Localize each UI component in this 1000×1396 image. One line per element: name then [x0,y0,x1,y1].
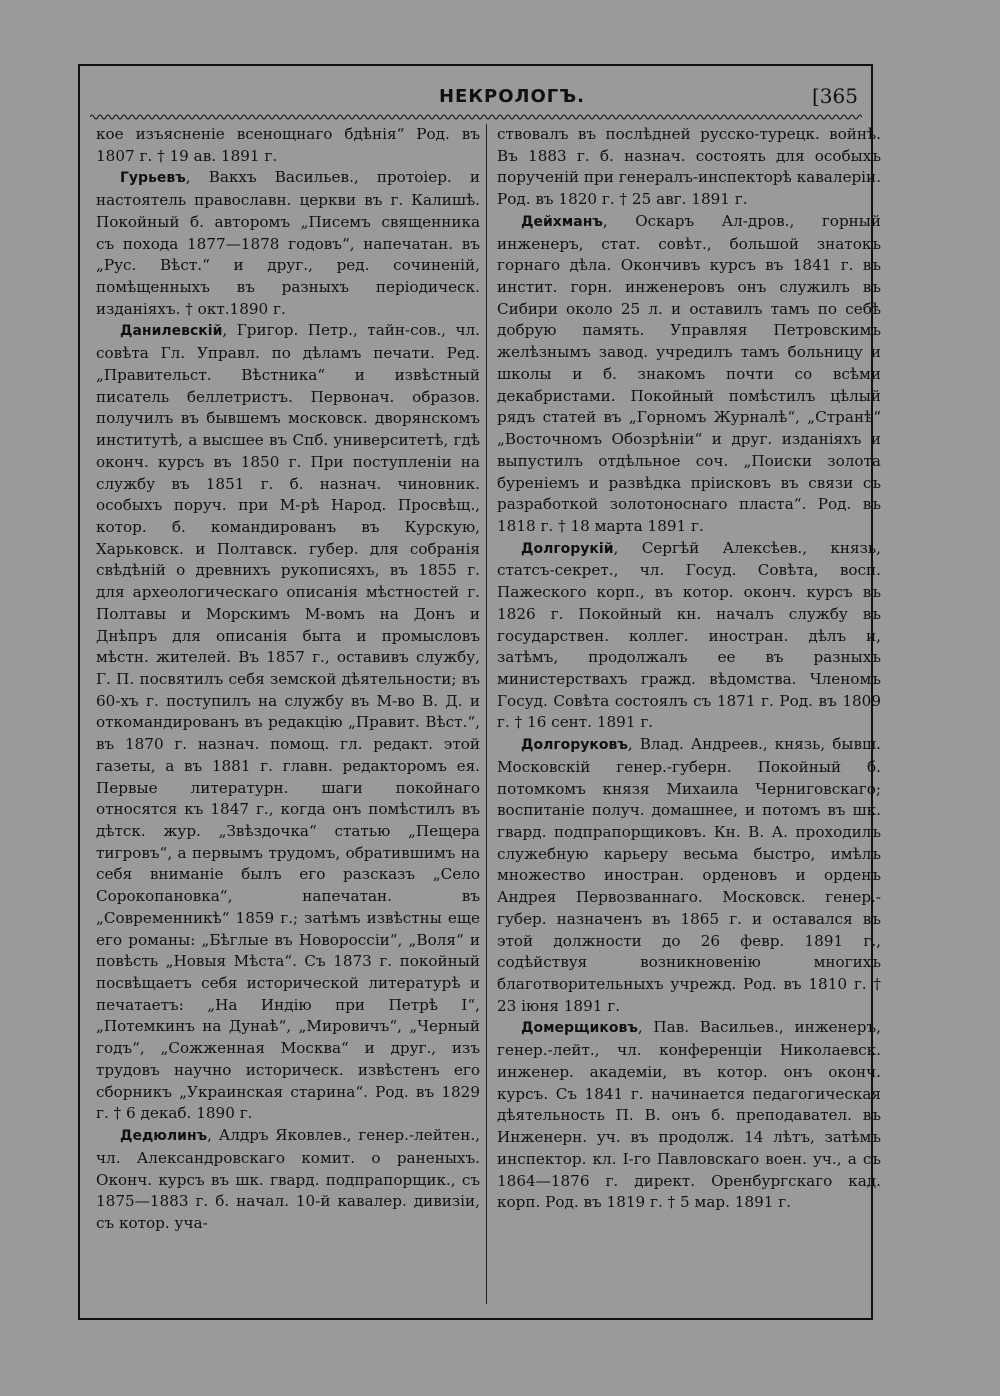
entry-name: Домерщиковъ [521,1020,638,1037]
entry-gurev [96,167,480,320]
entry-continuation: кое изъясненіе всенощнаго бдѣнія“ Род. въ 1807 г. † 19 ав. 1891 г. [96,125,480,165]
entry-domershchikov [497,1017,881,1213]
entry-dedyulin [96,1125,480,1235]
running-head-title: НЕКРОЛОГЪ. [438,86,586,107]
page-number: [365 [812,84,858,108]
entry-name: Дейхманъ [521,213,603,230]
entry-name: Данилевскій [120,323,223,340]
entry-text: , Григор. Петр., тайн-сов., чл. совѣта Гл. Управл. по дѣламъ печати. Ред. „Правительст. Вѣстника“ и извѣстный писатель беллетристъ. Первонач. образов. получилъ въ бывшемъ московск. дворянскомъ институтѣ, а высшее въ Спб. университетѣ, гдѣ оконч. курсъ въ 1850 г. При поступленіи на службу въ 1851 г. б. назнач. чиновник. особыхъ поруч. при М-рѣ Народ. Просвѣщ., котор. б. командированъ въ Курскую, Харьковск. и Полтавск. губер. для собранія свѣдѣній о древнихъ рукописяхъ, въ 1855 г. для археологическаго описанія мѣстностей г. Полтавы и Морскимъ М-вомъ на Донъ и Днѣпръ для описанія быта и промысловъ мѣстн. жителей. Въ 1857 г., оставивъ службу, Г. П. посвятилъ себя земской дѣятельности; въ 60-хъ г. поступилъ на службу въ М-во В. Д. и откомандированъ въ редакцію „Правит. Вѣст.“, въ 1870 г. назнач. помощ. гл. редакт. этой газеты, а въ 1881 г. главн. редакторомъ ея. Первые литературн. шаги покойнаго относятся къ 1847 г., когда онъ помѣстилъ въ дѣтск. жур. „Звѣздочка“ статью „Пещера тигровъ“, а первымъ трудомъ, обратившимъ на себя вниманіе былъ его разсказъ „Село Сорокопановка“, напечатан. въ „Современникѣ“ 1859 г.; затѣмъ извѣстны еще его романы: „Бѣглые въ Новороссіи“, „Воля“ и повѣсть „Новыя Мѣста“. Съ 1873 г. покойный посвѣщаетъ себя исторической литературѣ и печатаетъ: „На Индію при Петрѣ I“, „Потемкинъ на Дунаѣ“, „Мировичъ“, „Черный годъ“, „Сожженная Москва“ и друг., изъ трудовъ научно историческ. извѣстенъ его сборникъ „Украинская старина“. Род. въ 1829 г. † 6 декаб. 1890 г. [96,321,480,1123]
right-column [497,124,881,1214]
left-column [96,124,480,1235]
entry-text: , Оскаръ Ал-дров., горный инженеръ, стат. совѣт., большой знатокъ горнаго дѣла. Окончивъ курсъ въ 1841 г. въ инстит. горн. инженеровъ онъ служилъ въ Сибири около 25 л. и оставилъ тамъ по себѣ добрую память. Управляя Петровскимъ желѣзнымъ завод. учредилъ тамъ больницу и школы и б. знакомъ почти со всѣми декабристами. Покойный помѣстилъ цѣлый рядъ статей въ „Горномъ Журналѣ“, „Странѣ“ „Восточномъ Обозрѣніи“ и друг. изданіяхъ и выпустилъ отдѣльное соч. „Поиски золота буреніемъ и развѣдка пріисковъ въ связи съ разработкой золотоноснаго пласта“. Род. въ 1818 г. † 18 марта 1891 г. [497,211,881,535]
entry-name: Гурьевъ [120,170,186,187]
entry-text: , Вакхъ Васильев., протоіер. и настоятель православн. церкви въ г. Калишѣ. Покойный б. авторомъ „Писемъ священника съ похода 1877—1878 годовъ“, напечатан. въ „Рус. Вѣст.“ и друг., ред. сочиненій, помѣщенныхъ въ разныхъ періодическ. изданіяхъ. † окт.1890 г. [96,168,480,318]
entry-danilevsky [96,320,480,1125]
entry-continuation: ствовалъ въ послѣдней русско-турецк. войнѣ. Въ 1883 г. б. назнач. состоять для особыхъ порученій при генералъ-инспекторѣ кавалеріи. Род. въ 1820 г. † 25 авг. 1891 г. [497,125,881,209]
entry-text: , Влад. Андреев., князь, бывш. Московскій генер.-губерн. Покойный б. потомкомъ князя Михаила Черниговскаго; воспитаніе получ. домашнее, и потомъ въ шк. гвард. подпрапорщиковъ. Кн. В. А. проходилъ служебную карьеру весьма быстро, имѣлъ множество иностран. орденовъ и орденъ Андрея Первозваннаго. Московск. генер.-губер. назначенъ въ 1865 г. и оставался въ этой должности до 26 февр. 1891 г., содѣйствуя возникновенію многихъ благотворительныхъ учрежд. Род. въ 1810 г. † 23 іюня 1891 г. [497,735,881,1015]
entry-dolgorukov [497,734,881,1017]
entry-text: , Алдръ Яковлев., генер.-лейтен., чл. Александровскаго комит. о раненыхъ. Оконч. курсъ въ шк. гвард. подпрапорщик., съ 1875—1883 г. б. начал. 10-й кавалер. дивизіи, съ котор. уча- [96,1126,480,1232]
entry-deikhman [497,211,881,538]
column-divider [486,124,487,1304]
entry-text: , Пав. Васильев., инженеръ, генер.-лейт., чл. конференціи Николаевск. инженер. академіи, въ котор. онъ оконч. курсъ. Съ 1841 г. начинается педагогическая дѣятельность П. В. онъ б. преподавател. въ Инженерн. уч. въ продолж. 14 лѣтъ, затѣмъ инспектор. кл. I-го Павловскаго воен. уч., а съ 1864—1876 г. директ. Оренбургскаго кад. корп. Род. въ 1819 г. † 5 мар. 1891 г. [497,1018,881,1212]
entry-name: Долгорукій [521,540,614,557]
wavy-rule [90,110,862,124]
entry-name: Дедюлинъ [120,1128,208,1145]
entry-dolgoruky [497,538,881,734]
entry-name: Долгоруковъ [521,737,628,754]
entry-text: , Сергѣй Алексѣев., князь, статсъ-секрет., чл. Госуд. Совѣта, восп. Пажеского корп., въ котор. оконч. курсъ въ 1826 г. Покойный кн. началъ службу въ государствен. коллег. иностран. дѣлъ и, затѣмъ, продолжалъ ее въ разныхъ министерствахъ гражд. вѣдомства. Членомъ Госуд. Совѣта состоялъ съ 1871 г. Род. въ 1809 г. † 16 сент. 1891 г. [497,538,881,732]
